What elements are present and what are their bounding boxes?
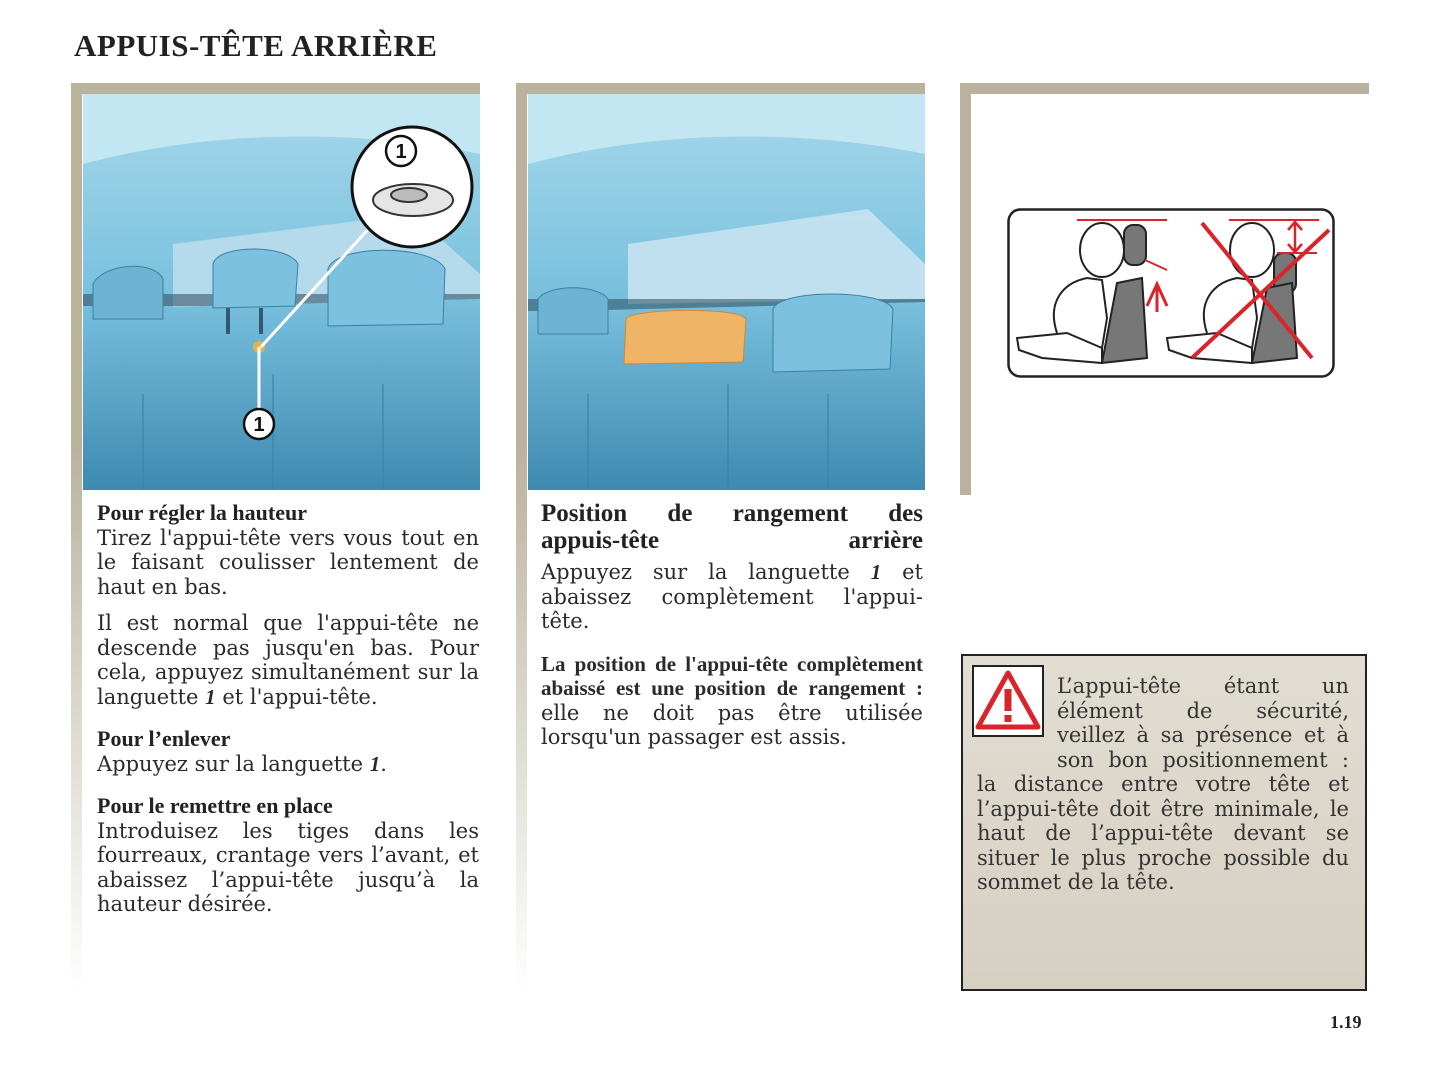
page-title: APPUIS-TÊTE ARRIÈRE: [74, 28, 438, 63]
callout-top-label: 1: [395, 141, 407, 163]
column-3-frame-top: [960, 83, 1369, 94]
heading-storage-line-2: appuis-tête arrière: [541, 527, 923, 554]
safety-warning-box: [961, 654, 1367, 991]
warning-text-wrap: [977, 674, 1349, 895]
photo-headrest-adjust: [83, 94, 480, 490]
paragraph-storage: Appuyez sur la languette 1 et abaissez complètement l'appui-tête.: [541, 560, 923, 633]
paragraph-remove: Appuyez sur la languette 1.: [97, 751, 387, 776]
paragraph-storage-warning: La position de l'appui-tête complètement abaissé est une position de rangement : elle ne doit pas être utilisée lorsqu'un passager est assis.: [541, 651, 923, 749]
column-2-text: [541, 500, 923, 750]
column-2-frame-side: [516, 83, 527, 993]
column-1-text: [97, 501, 479, 917]
headrest-position-diagram: [1007, 208, 1335, 378]
heading-remove: Pour l’enlever: [97, 726, 231, 751]
photo-headrest-storage: [528, 94, 925, 490]
column-1-frame-side: [71, 83, 82, 993]
paragraph-normal: Il est normal que l'appui-tête ne descende pas jusqu'en bas. Pour cela, appuyez simultanément sur la languette 1 et l'appui-tête.: [97, 611, 479, 709]
heading-adjust-height: Pour régler la hauteur: [97, 500, 307, 525]
page-number: 1.19: [1330, 1012, 1362, 1032]
column-1-frame-top: [71, 83, 480, 94]
column-3-frame-side: [960, 83, 971, 495]
warning-text: L’appui-tête étant un élément de sécurité, veillez à sa présence et à son bon positionnement : la distance entre votre tête et l’appui-tête doit être minimale, le haut de l’appui-tête devant se situer le plus proche possible du sommet de la tête.: [977, 674, 1349, 894]
paragraph-refit: Introduisez les tiges dans les fourreaux, crantage vers l’avant, et abaissez l’appui-tête jusqu’à la hauteur désirée.: [97, 818, 479, 916]
column-2-frame-top: [516, 83, 925, 94]
heading-storage-line-1: Position de rangement des: [541, 500, 923, 527]
callout-bottom-label: 1: [253, 414, 265, 436]
paragraph-adjust: Tirez l'appui-tête vers vous tout en le faisant coulisser lentement de haut en bas.: [97, 525, 479, 599]
heading-refit: Pour le remettre en place: [97, 793, 333, 818]
